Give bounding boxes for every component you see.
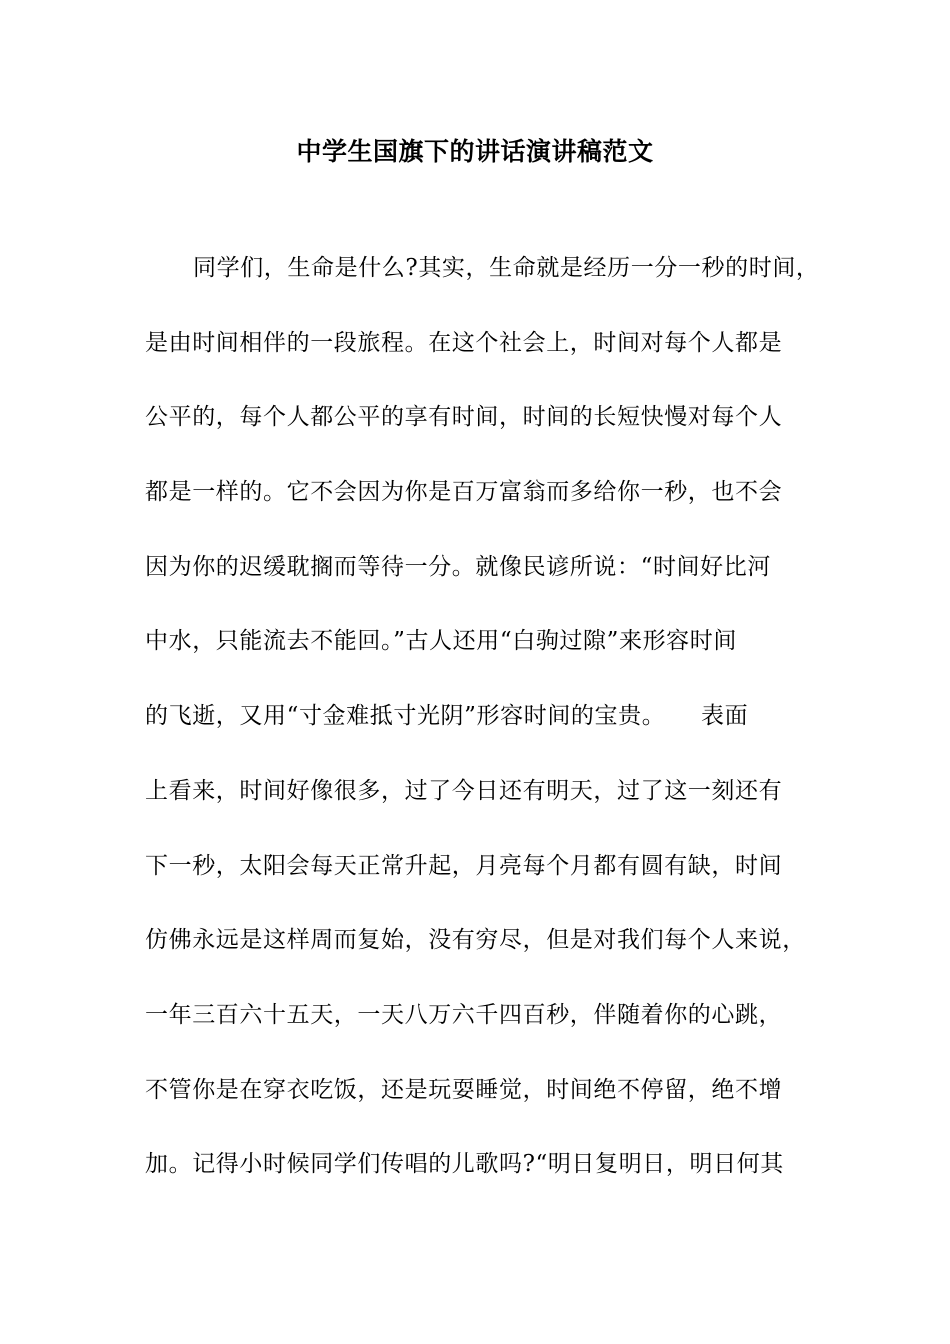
body-line: 是由时间相伴的一段旅程。在这个社会上，时间对每个人都是 xyxy=(145,329,783,356)
body-line: 都是一样的。它不会因为你是百万富翁而多给你一秒，也不会 xyxy=(145,479,783,506)
body-line: 不管你是在穿衣吃饭，还是玩耍睡觉，时间绝不停留，绝不增 xyxy=(145,1076,783,1103)
body-line: 一年三百六十五天，一天八万六千四百秒，伴随着你的心跳， xyxy=(145,1001,783,1028)
body-line: 上看来，时间好像很多，过了今日还有明天，过了这一刻还有 xyxy=(145,777,783,804)
document-body xyxy=(145,254,835,1225)
body-line: 公平的，每个人都公平的享有时间，时间的长短快慢对每个人 xyxy=(145,404,783,431)
document-title: 中学生国旗下的讲话演讲稿范文 xyxy=(296,137,654,166)
body-line: 仿佛永远是这样周而复始，没有穷尽，但是对我们每个人来说， xyxy=(145,927,806,954)
body-line: 的飞逝，又用“寸金难抵寸光阴”形容时间的宝贵。 表面 xyxy=(145,703,749,730)
body-line: 下一秒，太阳会每天正常升起，月亮每个月都有圆有缺，时间 xyxy=(145,852,783,879)
body-line: 因为你的迟缓耽搁而等待一分。就像民谚所说：“时间好比河 xyxy=(145,553,771,580)
body-line: 同学们，生命是什么?其实，生命就是经历一分一秒的时间， xyxy=(193,255,820,281)
body-line: 加。记得小时候同学们传唱的儿歌吗?“明日复明日，明日何其 xyxy=(145,1151,784,1178)
body-line: 中水，只能流去不能回。”古人还用“白驹过隙”来形容时间 xyxy=(145,628,737,655)
